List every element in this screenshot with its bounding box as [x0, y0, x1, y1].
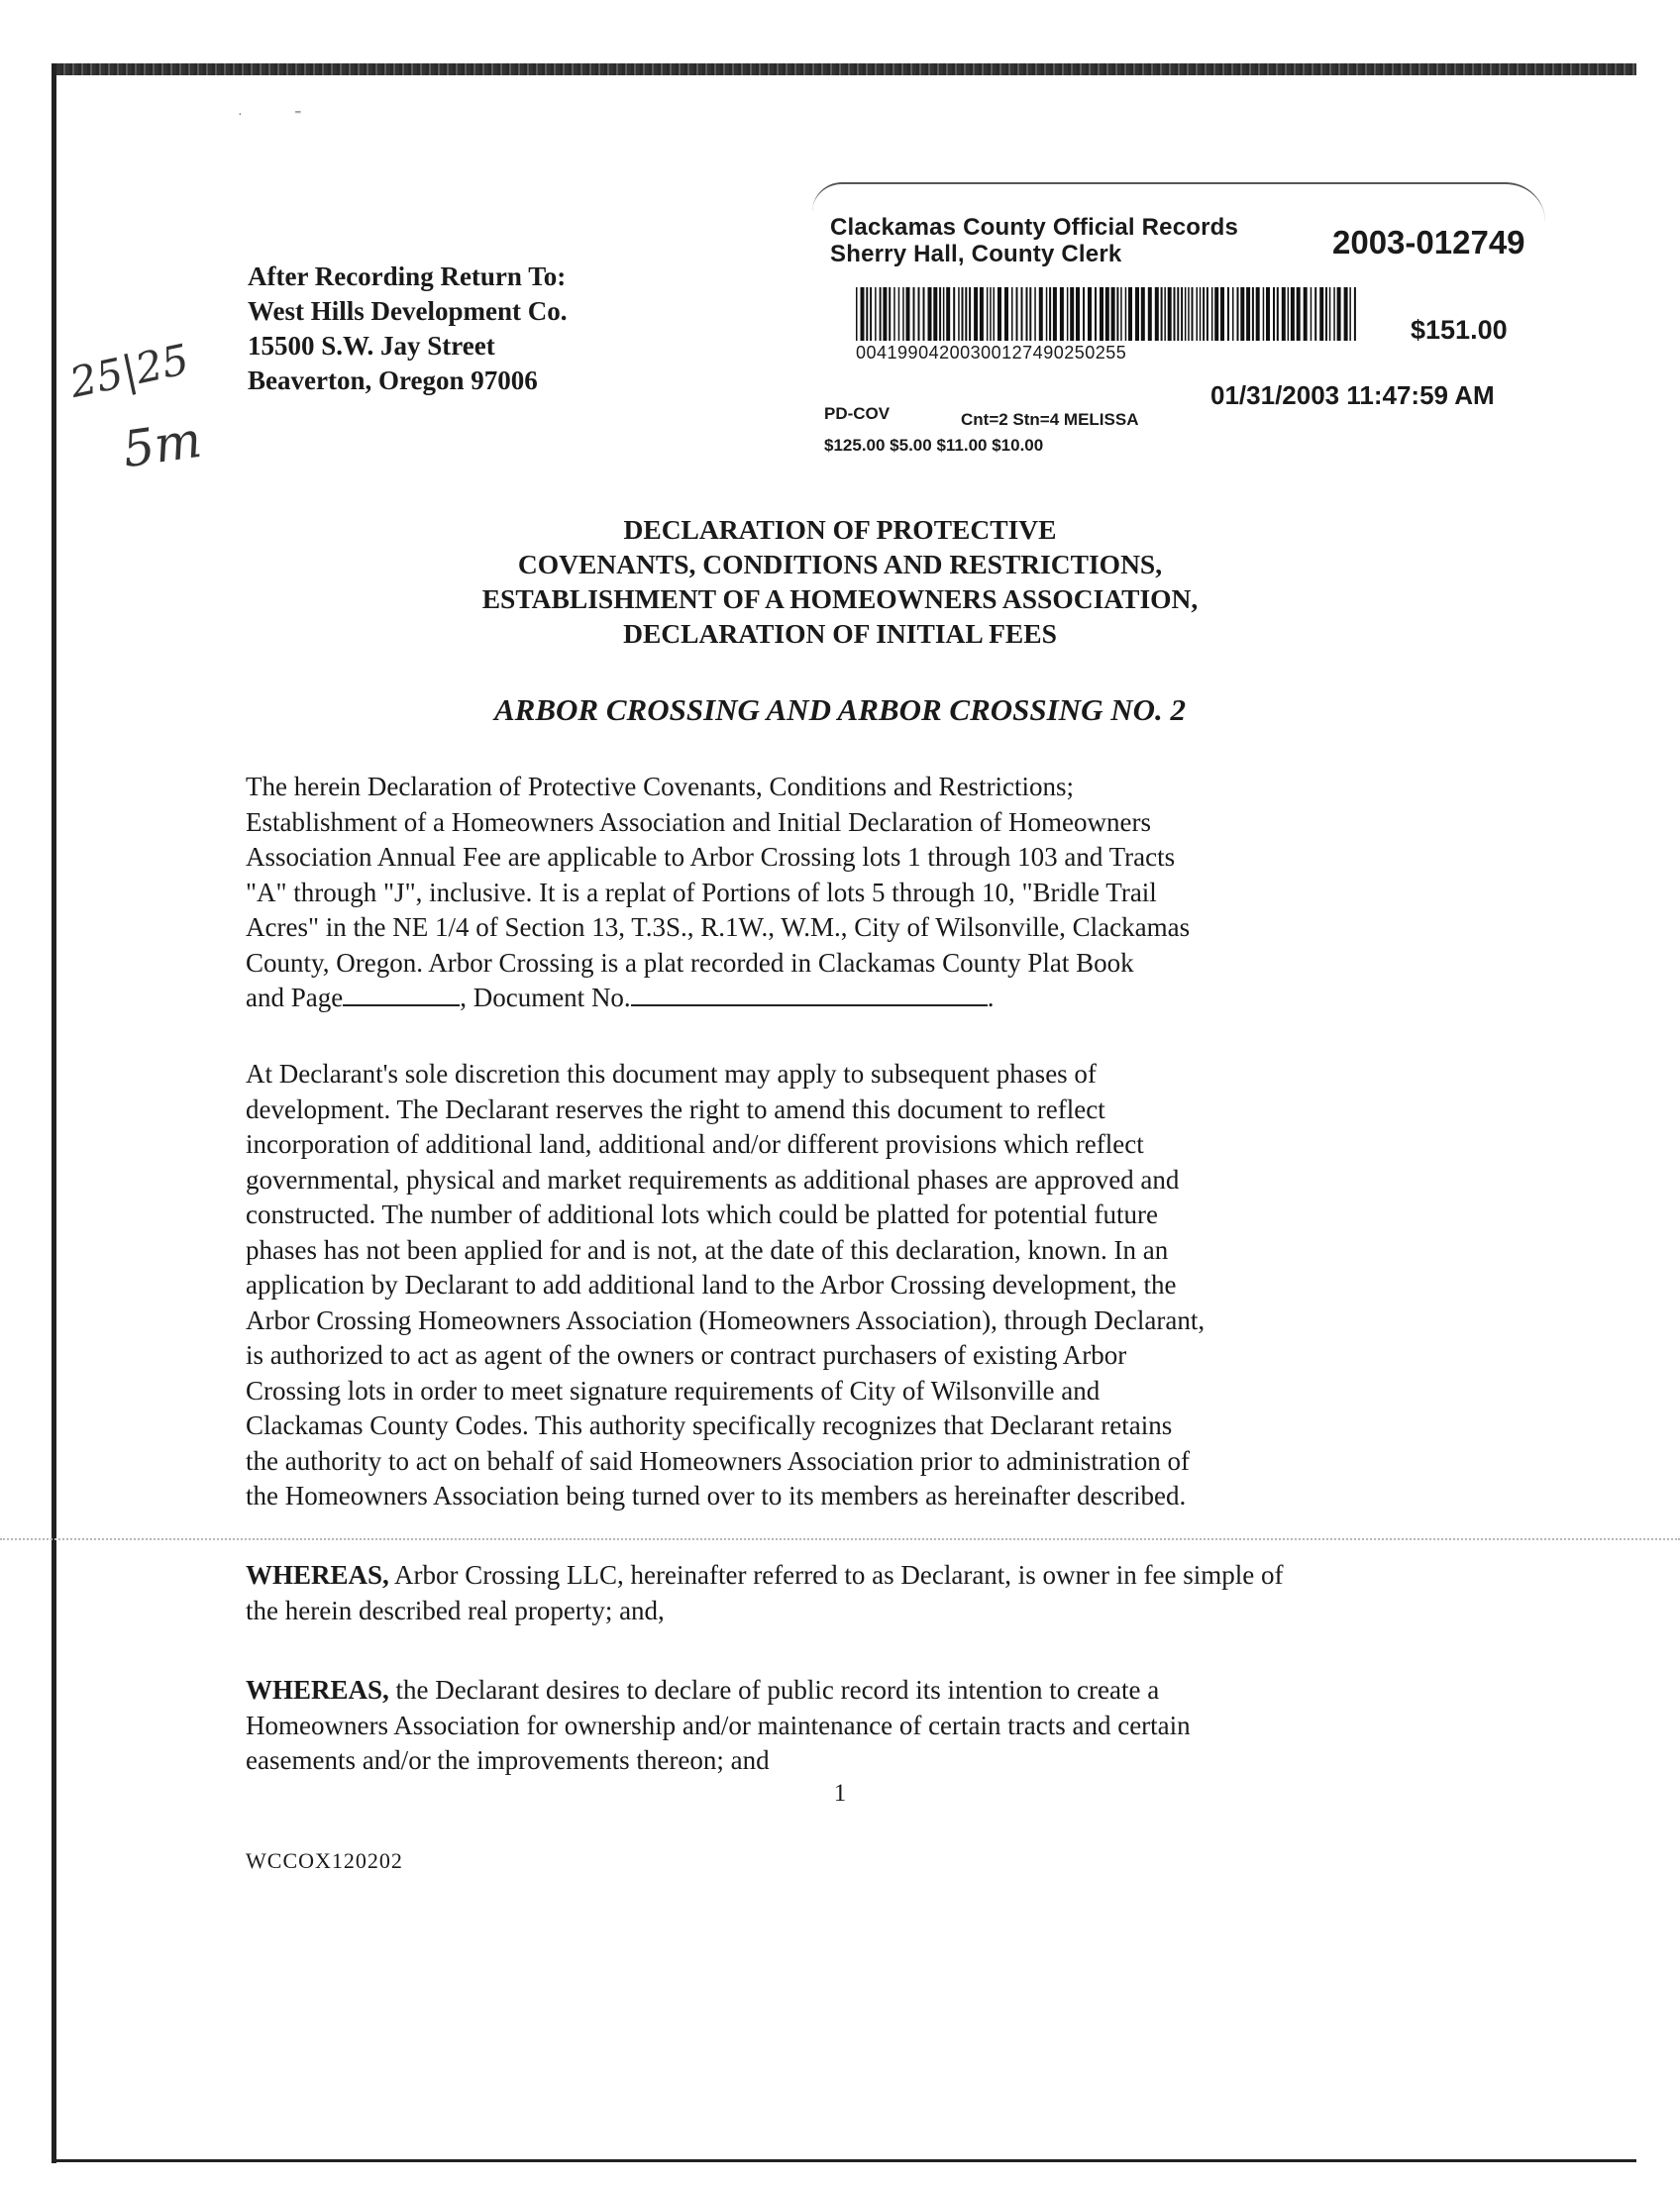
page-top-border	[52, 63, 1636, 75]
barcode-bar	[969, 287, 971, 341]
barcode-bar	[1304, 287, 1308, 341]
barcode-bar	[1148, 287, 1152, 341]
barcode-bar	[1067, 287, 1069, 341]
barcode-bar	[1181, 287, 1183, 341]
text-line: the Homeowners Association being turned over to its members as hereinafter described.	[246, 1481, 1187, 1510]
barcode-bar	[1349, 287, 1351, 341]
barcode-bar	[1207, 287, 1208, 341]
document-number: 2003-012749	[1332, 224, 1525, 260]
barcode-bar	[1291, 287, 1295, 341]
stamp-counts: Cnt=2 Stn=4 MELISSA	[961, 410, 1139, 429]
barcode-bar	[1232, 287, 1234, 341]
barcode-bar	[1337, 287, 1341, 341]
stamp-clerk-name: Sherry Hall, County Clerk	[830, 241, 1122, 267]
barcode-bar	[866, 287, 868, 341]
barcode-bar	[1060, 287, 1064, 341]
page-blank	[343, 983, 460, 1006]
barcode-bar	[1200, 287, 1202, 341]
barcode-bar	[1273, 287, 1275, 341]
barcode-bar	[1111, 287, 1115, 341]
barcode-bar	[928, 287, 932, 341]
barcode-bar	[953, 287, 955, 341]
barcode-bar	[883, 287, 887, 341]
barcode-bar	[1220, 287, 1224, 341]
paragraph-discretion	[246, 1057, 1205, 1514]
page-bottom-border	[52, 2159, 1636, 2162]
barcode-bar	[923, 287, 925, 341]
barcode-bar	[1116, 287, 1118, 341]
text-line: Clackamas County Codes. This authority specifically recognizes that Declarant retains	[246, 1410, 1173, 1440]
barcode-bar	[889, 287, 891, 341]
barcode-bar	[1329, 287, 1331, 341]
barcode-bar	[1188, 287, 1190, 341]
barcode-bar	[1016, 287, 1018, 341]
text-line: the authority to act on behalf of said Homeowners Association prior to administration of	[246, 1445, 1191, 1476]
title-line: DECLARATION OF INITIAL FEES	[623, 618, 1057, 649]
text-line: incorporation of additional land, additional and/or different provisions which reflect	[246, 1129, 1144, 1159]
document-subtitle: ARBOR CROSSING AND ARBOR CROSSING NO. 2	[494, 692, 1186, 727]
return-heading: After Recording Return To:	[248, 261, 567, 291]
barcode-bar	[880, 287, 882, 341]
barcode-bar	[1164, 287, 1166, 341]
barcode-bar	[1034, 287, 1036, 341]
barcode-bar	[1141, 287, 1145, 341]
barcode-bar	[1297, 287, 1301, 341]
barcode-bar	[1214, 287, 1218, 341]
text-line: The herein Declaration of Protective Covenants, Conditions and Restrictions;	[246, 772, 1075, 801]
paragraph-applicability	[246, 770, 1190, 1016]
text-fragment: , Document No.	[460, 983, 631, 1012]
barcode-bar	[1046, 287, 1048, 341]
text-fragment: the Declarant desires to declare of public record its intention to create a	[388, 1675, 1160, 1705]
page-left-border	[52, 63, 56, 2163]
barcode-image	[856, 287, 1361, 341]
text-line: "A" through "J", inclusive. It is a replat of Portions of lots 5 through 10, "Bridle Trail	[246, 877, 1157, 907]
barcode-bar	[998, 287, 1001, 341]
text-line: Crossing lots in order to meet signature requirements of City of Wilsonville and	[246, 1375, 1101, 1406]
barcode-bar	[906, 287, 910, 341]
barcode-bar	[1319, 287, 1323, 341]
barcode-bar	[1135, 287, 1139, 341]
paragraph-whereas-1	[246, 1558, 1283, 1628]
barcode-bar	[1100, 287, 1103, 341]
barcode-bar	[933, 287, 937, 341]
barcode-bar	[1256, 287, 1260, 341]
barcode-bar	[1095, 287, 1097, 341]
barcode-bar	[1026, 287, 1028, 341]
text-line	[246, 1673, 1191, 1709]
barcode-bar	[1083, 287, 1085, 341]
text-line: the herein described real property; and,	[246, 1595, 665, 1625]
barcode-bar	[893, 287, 895, 341]
document-title	[0, 512, 1680, 651]
barcode-bar	[987, 287, 989, 341]
text-line: phases has not been applied for and is not, at the date of this declaration, known. In an	[246, 1234, 1169, 1265]
barcode-bar	[902, 287, 904, 341]
whereas-lead: WHEREAS,	[246, 1560, 389, 1590]
stamp-office-name: Clackamas County Official Records	[830, 214, 1239, 241]
fee-breakdown: $125.00 $5.00 $11.00 $10.00	[824, 436, 1044, 455]
whereas-lead: WHEREAS,	[246, 1675, 389, 1705]
text-line: development. The Declarant reserves the right to amend this document to reflect	[246, 1094, 1105, 1124]
return-address-block	[248, 260, 567, 398]
barcode-bar	[1240, 287, 1244, 341]
recording-stamp	[812, 182, 1545, 479]
barcode-bar	[946, 287, 950, 341]
barcode-bar	[1120, 287, 1122, 341]
barcode-bar	[990, 287, 992, 341]
barcode-bar	[1021, 287, 1023, 341]
return-street: 15500 S.W. Jay Street	[248, 331, 495, 361]
barcode-bar	[1070, 287, 1074, 341]
title-line: DECLARATION OF PROTECTIVE	[623, 514, 1057, 545]
barcode-bar	[958, 287, 960, 341]
barcode-bar	[870, 287, 872, 341]
barcode-bar	[1076, 287, 1080, 341]
title-line: COVENANTS, CONDITIONS AND RESTRICTIONS,	[517, 549, 1163, 579]
barcode-bar	[1049, 287, 1051, 341]
barcode-bar	[1333, 287, 1335, 341]
document-number-blank	[631, 983, 988, 1006]
return-city: Beaverton, Oregon 97006	[248, 365, 538, 395]
barcode-bar	[856, 287, 858, 341]
barcode-bar	[875, 287, 877, 341]
barcode-bar	[861, 287, 865, 341]
barcode-bar	[1177, 287, 1179, 341]
stamp-office	[830, 214, 1238, 267]
barcode-bar	[1344, 287, 1348, 341]
recording-fee: $151.00	[1411, 315, 1508, 345]
barcode-bar	[1277, 287, 1279, 341]
text-line: Homeowners Association for ownership and/or maintenance of certain tracts and certain	[246, 1710, 1191, 1740]
barcode-number: 00419904200300127490250255	[856, 343, 1127, 363]
barcode-bar	[918, 287, 920, 341]
barcode-bar	[1128, 287, 1132, 341]
barcode-bar	[1168, 287, 1172, 341]
text-line: County, Oregon. Arbor Crossing is a plat recorded in Clackamas County Plat Book	[246, 947, 1134, 978]
barcode-bar	[898, 287, 900, 341]
barcode-bar	[1263, 287, 1265, 341]
barcode-bar	[1282, 287, 1286, 341]
handwritten-note-1: 25|25	[65, 334, 193, 408]
barcode-bar	[1354, 287, 1356, 341]
text-line: constructed. The number of additional lots which could be platted for potential future	[246, 1199, 1158, 1229]
barcode-bar	[1203, 287, 1205, 341]
barcode-bar	[1004, 287, 1008, 341]
barcode-bar	[962, 287, 964, 341]
barcode-bar	[1192, 287, 1194, 341]
barcode-bar	[965, 287, 967, 341]
barcode-bar	[1288, 287, 1290, 341]
return-name: West Hills Development Co.	[248, 296, 568, 326]
paragraph-whereas-2	[246, 1673, 1191, 1779]
barcode-bar	[1155, 287, 1159, 341]
barcode-bar	[1105, 287, 1109, 341]
text-fragment: and Page	[246, 983, 344, 1012]
page-number: 1	[833, 1780, 847, 1807]
text-line: Establishment of a Homeowners Association and Initial Declaration of Homeowners	[246, 806, 1152, 837]
barcode-bar	[913, 287, 915, 341]
recording-datetime: 01/31/2003 11:47:59 AM	[1210, 380, 1495, 410]
barcode-bar	[1211, 287, 1213, 341]
text-line	[246, 981, 1190, 1016]
barcode-bar	[1039, 287, 1043, 341]
text-line: At Declarant's sole discretion this document may apply to subsequent phases of	[246, 1059, 1097, 1089]
text-line: easements and/or the improvements thereon; and	[246, 1745, 770, 1775]
barcode-bar	[939, 287, 941, 341]
barcode-bar	[1011, 287, 1013, 341]
text-line: Acres" in the NE 1/4 of Section 13, T.3S., R.1W., W.M., City of Wilsonville, Clackamas	[246, 912, 1191, 942]
barcode-bar	[1029, 287, 1031, 341]
text-fragment: .	[987, 983, 995, 1012]
barcode-bar	[1125, 287, 1127, 341]
text-line	[246, 1558, 1283, 1594]
barcode-bar	[1197, 287, 1199, 341]
barcode-bar	[1246, 287, 1250, 341]
text-line: application by Declarant to add additional land to the Arbor Crossing development, the	[246, 1270, 1177, 1300]
barcode-bar	[1252, 287, 1254, 341]
scan-specks: · ⁼	[238, 108, 302, 123]
title-line: ESTABLISHMENT OF A HOMEOWNERS ASSOCIATION,	[481, 583, 1199, 614]
barcode-bar	[1161, 287, 1163, 341]
barcode-bar	[1237, 287, 1239, 341]
scan-dotted-line	[0, 1538, 1680, 1540]
barcode-bar	[943, 287, 945, 341]
barcode-bar	[1311, 287, 1312, 341]
barcode-bar	[974, 287, 978, 341]
barcode-bar	[994, 287, 996, 341]
text-line: governmental, physical and market requirements as additional phases are approved and	[246, 1164, 1180, 1195]
barcode-bar	[1314, 287, 1316, 341]
barcode-bar	[1185, 287, 1187, 341]
text-line: Arbor Crossing Homeowners Association (Homeowners Association), through Declarant,	[246, 1304, 1206, 1335]
text-line: Association Annual Fee are applicable to Arbor Crossing lots 1 through 103 and Tracts	[246, 842, 1176, 872]
barcode-bar	[980, 287, 984, 341]
footer-code: WCCOX120202	[246, 1848, 403, 1873]
barcode-bar	[1053, 287, 1057, 341]
barcode-bar	[1088, 287, 1092, 341]
barcode-bar	[1174, 287, 1176, 341]
text-fragment: Arbor Crossing LLC, hereinafter referred to as Declarant, is owner in fee simple of	[388, 1560, 1284, 1590]
stamp-code: PD-COV	[824, 404, 891, 423]
text-line: is authorized to act as agent of the owners or contract purchasers of existing Arbor	[246, 1340, 1127, 1370]
barcode-bar	[1266, 287, 1270, 341]
barcode-bar	[1325, 287, 1327, 341]
barcode-bar	[1227, 287, 1229, 341]
handwritten-note-2: 5m	[119, 410, 205, 479]
